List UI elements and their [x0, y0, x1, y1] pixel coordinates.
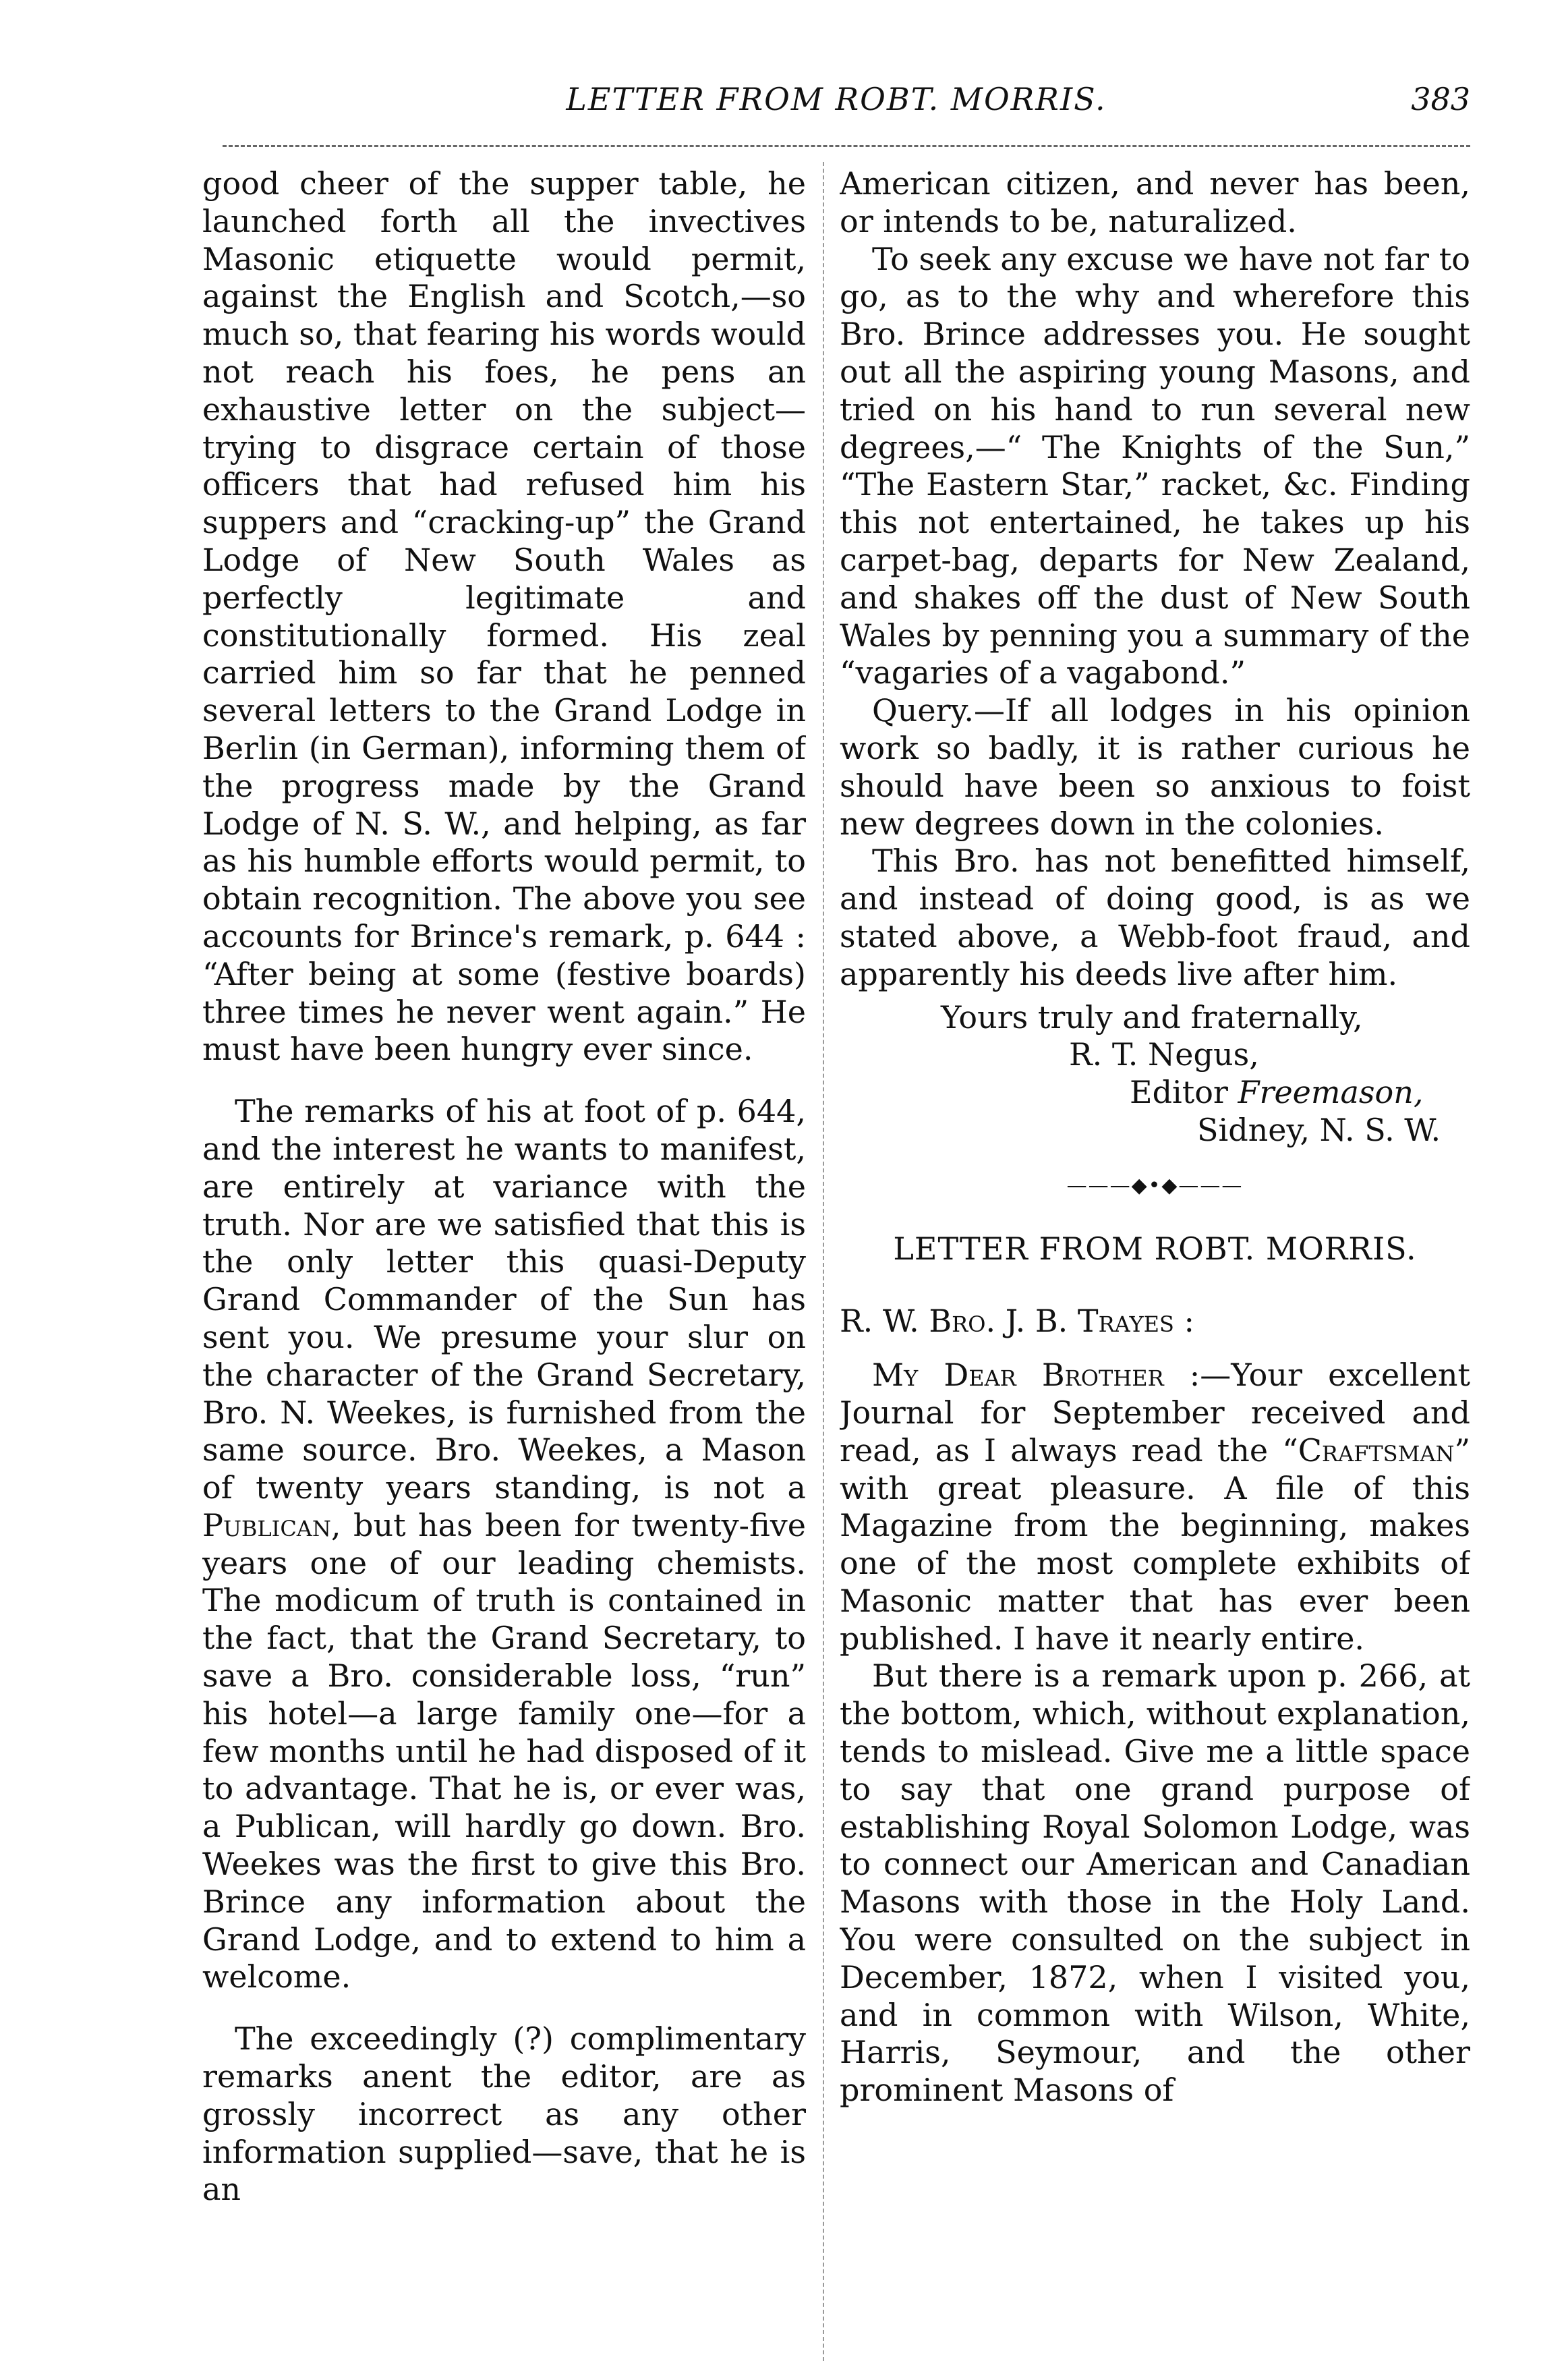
signature-block	[840, 999, 1470, 1150]
letter-opening-words: My Dear Brother	[872, 1357, 1164, 1394]
section-ornament: ———◆•◆———	[1066, 1173, 1244, 1197]
signer-title-publication: Freemason,	[1238, 1074, 1424, 1111]
paragraph-query: Query.—If all lodges in his opinion work so badly, it is rather curious he should have been so anxious to foist new degrees down in the colonies.	[840, 692, 1470, 842]
signer-name: R. T. Negus,	[1069, 1036, 1259, 1073]
left-column	[202, 165, 806, 2344]
header-rule	[223, 145, 1470, 147]
signer-title-prefix: Editor	[1130, 1074, 1238, 1111]
closing-line: Yours truly and fraternally,	[941, 998, 1363, 1036]
running-title: LETTER FROM ROBT. MORRIS.	[566, 81, 1107, 117]
paragraph-royal-solomon: But there is a remark upon p. 266, at the bottom, which, without explanation, tends to mislead. Give me a little space to say that one grand purpose of establishing Royal Solomon Lodge, was to connect our American and Canadian Masons with those in the Holy Land. You were consulted on the subject in December, 1872, when I visited you, and in common with Wilson, White, Harris, Seymour, and the other prominent Masons of	[840, 1658, 1470, 2109]
letter-opening-text-a: :—Your excellent Journal for September received and read, as I always read the “	[840, 1357, 1470, 1469]
paragraph-webb-foot: This Bro. has not benefitted himself, and instead of doing good, is as we stated above, a Webb-foot fraud, and apparently his deeds live after him.	[840, 843, 1470, 992]
paragraph-american-citizen: American citizen, and never has been, or intends to be, naturalized.	[840, 165, 1470, 239]
signer-title	[840, 1074, 1470, 1112]
paragraph-grand-secretary-text-b: , but has been for twenty-five years one of our leading chemists. The modicum of truth is contained in the fact, that the Grand Secretary, to save a Bro. considerable loss, “run” his hotel—a large family one—for a few months until he had disposed of it to advantage. That he is, or ever was, a Publican, will hardly go down. Bro. Weekes was the first to give this Bro. Brince any information about the Grand Lodge, and to extend to him a welcome.	[202, 1506, 806, 1995]
paragraph-grand-secretary	[202, 1093, 806, 1996]
paragraph-letter-opening	[840, 1357, 1470, 1658]
salutation: R. W. Bro. J. B. Trayes :	[840, 1303, 1195, 1340]
paragraph-excuse: To seek any excuse we have not far to go, as to the why and wherefore this Bro. Brince addresses you. He sought out all the aspiring young Masons, and tried on his hand to run several new degrees,—“ The Knights of the Sun,” “The Eastern Star,” racket, &c. Finding this not entertained, he takes up his carpet-bag, departs for New Zealand, and shakes off the dust of New South Wales by penning you a summary of the “vagaries of a vagabond.”	[840, 240, 1470, 691]
running-head	[202, 74, 1470, 135]
right-column	[840, 165, 1470, 2344]
page-number: 383	[1411, 81, 1470, 117]
signer-place: Sidney, N. S. W.	[1197, 1111, 1441, 1148]
column-divider	[823, 162, 824, 2361]
paragraph-editor-remarks: The exceedingly (?) complimentary remarks anent the editor, are as grossly incorrect as any other information supplied—save, that he is an	[202, 2020, 806, 2208]
paragraph-grand-secretary-text-a: The remarks of his at foot of p. 644, and the interest he wants to manifest, are entirely at variance with the truth. Nor are we satisfied that this is the only letter this quasi-Deputy Grand Commander of the Sun has sent you. We presume your slur on the character of the Grand Secretary, Bro. N. Weekes, is furnished from the same source. Bro. Weekes, a Mason of twenty years standing, is not a	[202, 1093, 806, 1506]
craftsman-word: Craftsman	[1298, 1432, 1455, 1469]
publican-word: Publican	[202, 1506, 331, 1543]
letter-opening-text-b: ” with great pleasure. A file of this Magazine from the beginning, makes one of the most complete exhibits of Masonic matter that has ever been published. I have it nearly entire.	[840, 1432, 1470, 1657]
paragraph-supper-table: good cheer of the supper table, he launched forth all the invectives Masonic etiquette would permit, against the English and Scotch,—so much so, that fearing his words would not reach his foes, he pens an exhaustive letter on the subject—trying to disgrace certain of those officers that had refused him his suppers and “cracking-up” the Grand Lodge of New South Wales as perfectly legitimate and constitutionally formed. His zeal carried him so far that he penned several letters to the Grand Lodge in Berlin (in German), informing them of the progress made by the Grand Lodge of N. S. W., and helping, as far as his humble efforts would permit, to obtain recognition. The above you see accounts for Brince's remark, p. 644 : “After being at some (festive boards) three times he never went again.” He must have been hungry ever since.	[202, 165, 806, 1068]
section-heading: LETTER FROM ROBT. MORRIS.	[893, 1230, 1417, 1267]
